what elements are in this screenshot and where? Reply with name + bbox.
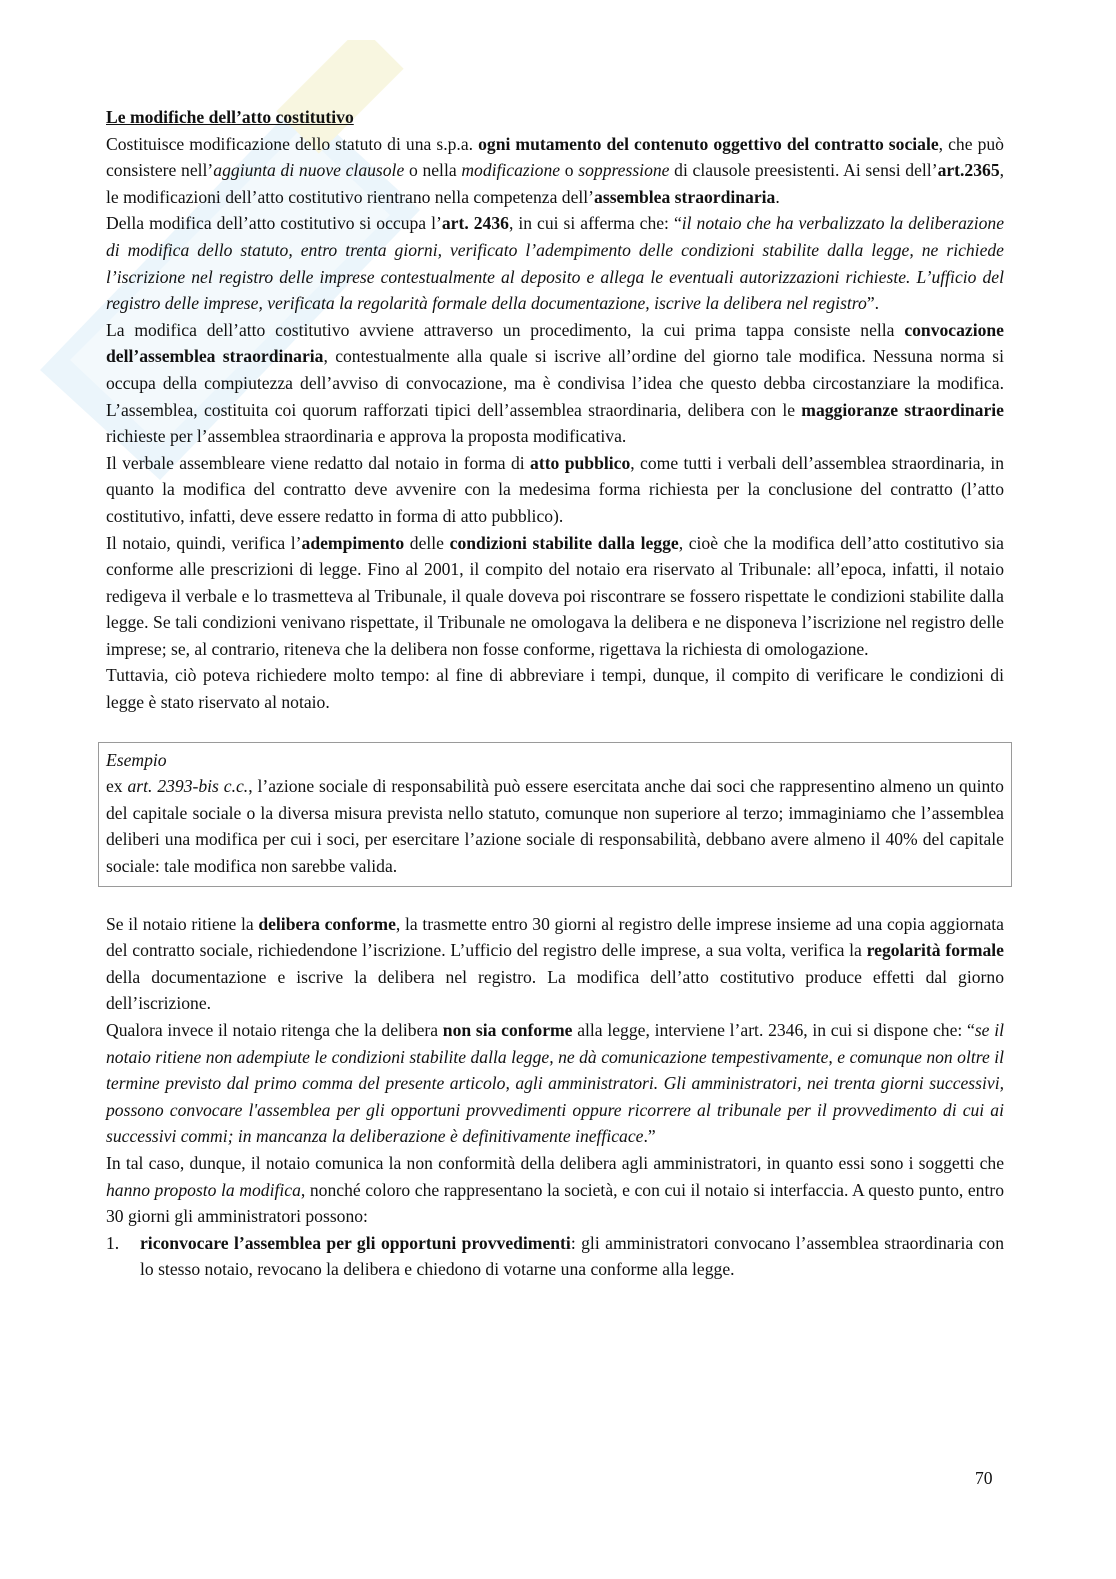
section-heading: Le modifiche dell’atto costitutivo: [106, 107, 354, 127]
example-title: Esempio: [106, 749, 167, 770]
paragraph-3: La modifica dell’atto costitutivo avviene attraverso un procedimento, la cui prima tappa consiste nella convocazione dell’assemblea straordinaria, contestualmente alla quale si iscrive all’ordine del giorno tale modifica. Nessuna norma si occupa della compiutezza dell’avviso di convocazione, ma è condivisa l’idea che questo debba circostanziare la modifica. L’assemblea, costituita coi quorum rafforzati tipici dell’assemblea straordinaria, delibera con le maggioranze straordinarie richieste per l’assemblea straordinaria e approva la proposta modificativa.: [106, 319, 1004, 447]
example-box: [98, 742, 1012, 887]
paragraph-8: Qualora invece il notaio ritenga che la delibera non sia conforme alla legge, interviene l’art. 2346, in cui si dispone che: “se il notaio ritiene non adempiute le condizioni stabilite dalla legge, ne dà comunicazione tempestivamente, e comunque non oltre il termine previsto dal primo comma del presente articolo, agli amministratori. Gli amministratori, nei trenta giorni successivi, possono convocare l'assemblea per gli opportuni provvedimenti oppure ricorrere al tribunale per il provvedimento di cui ai successivi commi; in mancanza la deliberazione è definitivamente inefficace.”: [106, 1020, 1004, 1147]
paragraph-2: Della modifica dell’atto costitutivo si occupa l’art. 2436, in cui si afferma che: “il notaio che ha verbalizzato la deliberazione di modifica dello statuto, entro trenta giorni, verificato l’adempimento delle condizioni stabilite dalla legge, ne richiede l’iscrizione nel registro delle imprese contestualmente al deposito e allega le eventuali autorizzazioni richieste. L’ufficio del registro delle imprese, verificata la regolarità formale della documentazione, iscrive la delibera nel registro”.: [106, 213, 1005, 314]
list-item-number: 1.: [106, 1232, 120, 1253]
page-number: 70: [975, 1468, 993, 1488]
paragraph-1: Costituisce modificazione dello statuto di una s.p.a. ogni mutamento del contenuto oggettivo del contratto sociale, che può consistere nell’aggiunta di nuove clausole o nella modificazione o soppressione di clausole preesistenti. Ai sensi dell’art.2365, le modificazioni dell’atto costitutivo rientrano nella competenza dell’assemblea straordinaria.: [106, 133, 1005, 207]
numbered-list: [106, 1230, 1004, 1283]
example-text: ex art. 2393-bis c.c., l’azione sociale di responsabilità può essere esercitata anche dai soci che rappresentino almeno un quinto del capitale sociale o la diversa misura prevista nello statuto, comunque non superiore al terzo; immaginiamo che l’assemblea deliberi una modifica per cui i soci, per esercitare l’azione sociale di responsabilità, debbano avere almeno il 40% del capitale sociale: tale modifica non sarebbe valida.: [106, 776, 1004, 877]
paragraph-7: Se il notaio ritiene la delibera conforme, la trasmette entro 30 giorni al registro delle imprese insieme ad una copia aggiornata del contratto sociale, richiedendone l’iscrizione. L’ufficio del registro delle imprese, a sua volta, verifica la regolarità formale della documentazione e iscrive la delibera nel registro. La modifica dell’atto costitutivo produce effetti dal giorno dell’iscrizione.: [106, 913, 1004, 1014]
paragraph-9: In tal caso, dunque, il notaio comunica la non conformità della delibera agli amministratori, in quanto essi sono i soggetti che hanno proposto la modifica, nonché coloro che rappresentano la società, e con cui il notaio si interfaccia. A questo punto, entro 30 giorni gli amministratori possono:: [106, 1152, 1004, 1227]
document-body: [106, 104, 1004, 1283]
paragraph-6: Tuttavia, ciò poteva richiedere molto tempo: al fine di abbreviare i tempi, dunque, il compito di verificare le condizioni di legge è stato riservato al notaio.: [106, 665, 1004, 713]
list-item: 1. riconvocare l’assemblea per gli opportuni provvedimenti: gli amministratori convocano l’assemblea straordinaria con lo stesso notaio, revocano la delibera e chiedono di votarne una conforme alla legge.: [106, 1230, 1004, 1283]
paragraph-5: Il notaio, quindi, verifica l’adempimento delle condizioni stabilite dalla legge, cioè che la modifica dell’atto costitutivo sia conforme alle prescrizioni di legge. Fino al 2001, il compito del notaio era riservato al Tribunale: all’epoca, infatti, il notaio redigeva il verbale e lo trasmetteva al Tribunale, il quale doveva poi riscontrare se fossero rispettate le condizioni stabilite dalla legge. Se tali condizioni venivano rispettate, il Tribunale ne omologava la delibera e ne disponeva l’iscrizione nel registro delle imprese; se, al contrario, riteneva che la delibera non fosse conforme, rigettava la richiesta di omologazione.: [106, 532, 1004, 659]
paragraph-4: Il verbale assembleare viene redatto dal notaio in forma di atto pubblico, come tutti i verbali dell’assemblea straordinaria, in quanto la modifica del contratto deve avvenire con la medesima forma richiesta per la conclusione del contratto (l’atto costitutivo, infatti, deve essere redatto in forma di atto pubblico).: [106, 452, 1005, 526]
